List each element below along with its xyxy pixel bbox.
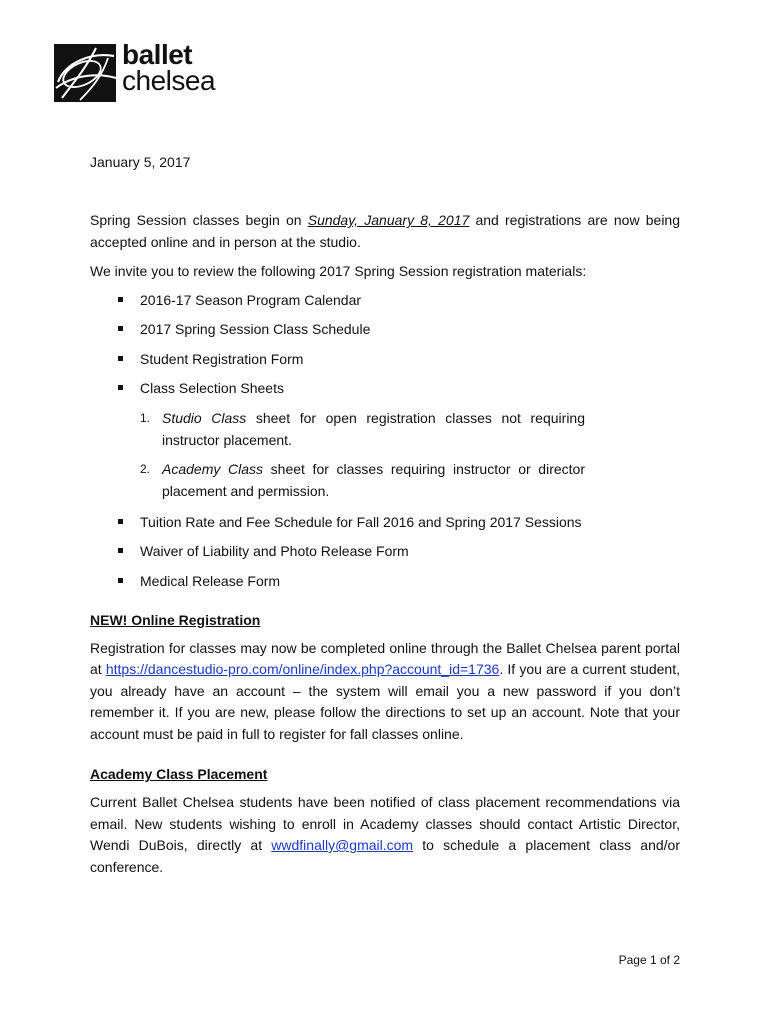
invite-paragraph: We invite you to review the following 2017 Spring Session registration materials: bbox=[90, 263, 587, 279]
start-date: Sunday, January 8, 2017 bbox=[307, 212, 470, 228]
materials-list bbox=[90, 290, 680, 591]
sublist-item bbox=[140, 408, 585, 451]
academy-placement-heading: Academy Class Placement bbox=[90, 766, 268, 782]
logo-wordmark bbox=[122, 39, 216, 96]
online-registration-heading: NEW! Online Registration bbox=[90, 611, 261, 628]
list-item-label: Tuition Rate and Fee Schedule for Fall 2016 and Spring 2017 Sessions bbox=[140, 513, 582, 530]
page-number: Page 1 of 2 bbox=[618, 953, 680, 967]
sublist-item bbox=[140, 459, 585, 502]
list-item bbox=[90, 319, 680, 339]
intro-text-before: Spring Session classes begin on bbox=[90, 212, 308, 228]
list-item bbox=[90, 541, 680, 561]
letter-date: January 5, 2017 bbox=[90, 154, 191, 170]
bullet-square-icon bbox=[118, 578, 123, 583]
intro-paragraph bbox=[90, 210, 680, 253]
letter-body bbox=[90, 152, 680, 878]
online-text-before: Registration for classes may now be completed online through the Ballet Chelsea parent portal at bbox=[90, 639, 680, 677]
list-item bbox=[90, 349, 680, 369]
studio-class-title: Studio Class bbox=[162, 410, 247, 426]
academy-class-title: Academy Class bbox=[162, 461, 264, 477]
list-item-label: Waiver of Liability and Photo Release Form bbox=[140, 543, 409, 559]
online-text-after: . If you are a current student, you already have an account – the system will email you a new password if you don’t remember it. If you are new, please follow the directions to set up an account. Note that your account must be paid in full to register for fall classes online. bbox=[90, 661, 680, 742]
academy-text-before: Current Ballet Chelsea students have been notified of class placement recommendations via email. New students wishing to enroll in Academy classes should contact Artistic Director, Wendi DuBois, directly at bbox=[90, 794, 680, 853]
parent-portal-link[interactable]: https://dancestudio-pro.com/online/index.php?account_id=1736 bbox=[105, 661, 500, 677]
list-item-label: Medical Release Form bbox=[140, 572, 281, 589]
bullet-square-icon bbox=[118, 326, 123, 331]
class-sheets-sublist bbox=[140, 408, 585, 502]
bullet-square-icon bbox=[118, 297, 123, 302]
sublist-number: 1. bbox=[140, 411, 151, 425]
academy-text-after: to schedule a placement class and/or conference. bbox=[90, 837, 680, 875]
list-item bbox=[90, 512, 680, 532]
sublist-text: sheet for classes requiring instructor or director placement and permission. bbox=[162, 461, 585, 499]
sublist-text: sheet for open registration classes not requiring instructor placement. bbox=[162, 410, 585, 448]
list-item-label: 2016-17 Season Program Calendar bbox=[140, 291, 362, 308]
list-item bbox=[90, 571, 680, 591]
list-item-label: 2017 Spring Session Class Schedule bbox=[140, 321, 371, 337]
list-item-label: Class Selection Sheets bbox=[140, 380, 284, 396]
online-registration-paragraph bbox=[90, 638, 680, 746]
bullet-square-icon bbox=[118, 519, 123, 524]
intro-text-after: and registrations are now being accepted online and in person at the studio. bbox=[90, 212, 680, 250]
bullet-square-icon bbox=[118, 548, 123, 553]
list-item bbox=[90, 378, 680, 502]
dancer-swirl-logo-icon bbox=[52, 42, 118, 104]
list-item-label: Student Registration Form bbox=[140, 350, 304, 367]
director-email-link[interactable]: wwdfinally@gmail.com bbox=[271, 837, 414, 853]
logo-word-ballet: ballet bbox=[122, 39, 193, 70]
sublist-number: 2. bbox=[140, 462, 151, 476]
logo-word-chelsea: chelsea bbox=[122, 65, 216, 96]
bullet-square-icon bbox=[118, 385, 123, 390]
ballet-chelsea-logo bbox=[52, 39, 242, 106]
bullet-square-icon bbox=[118, 356, 123, 361]
academy-placement-paragraph bbox=[90, 792, 680, 878]
list-item bbox=[90, 290, 680, 310]
